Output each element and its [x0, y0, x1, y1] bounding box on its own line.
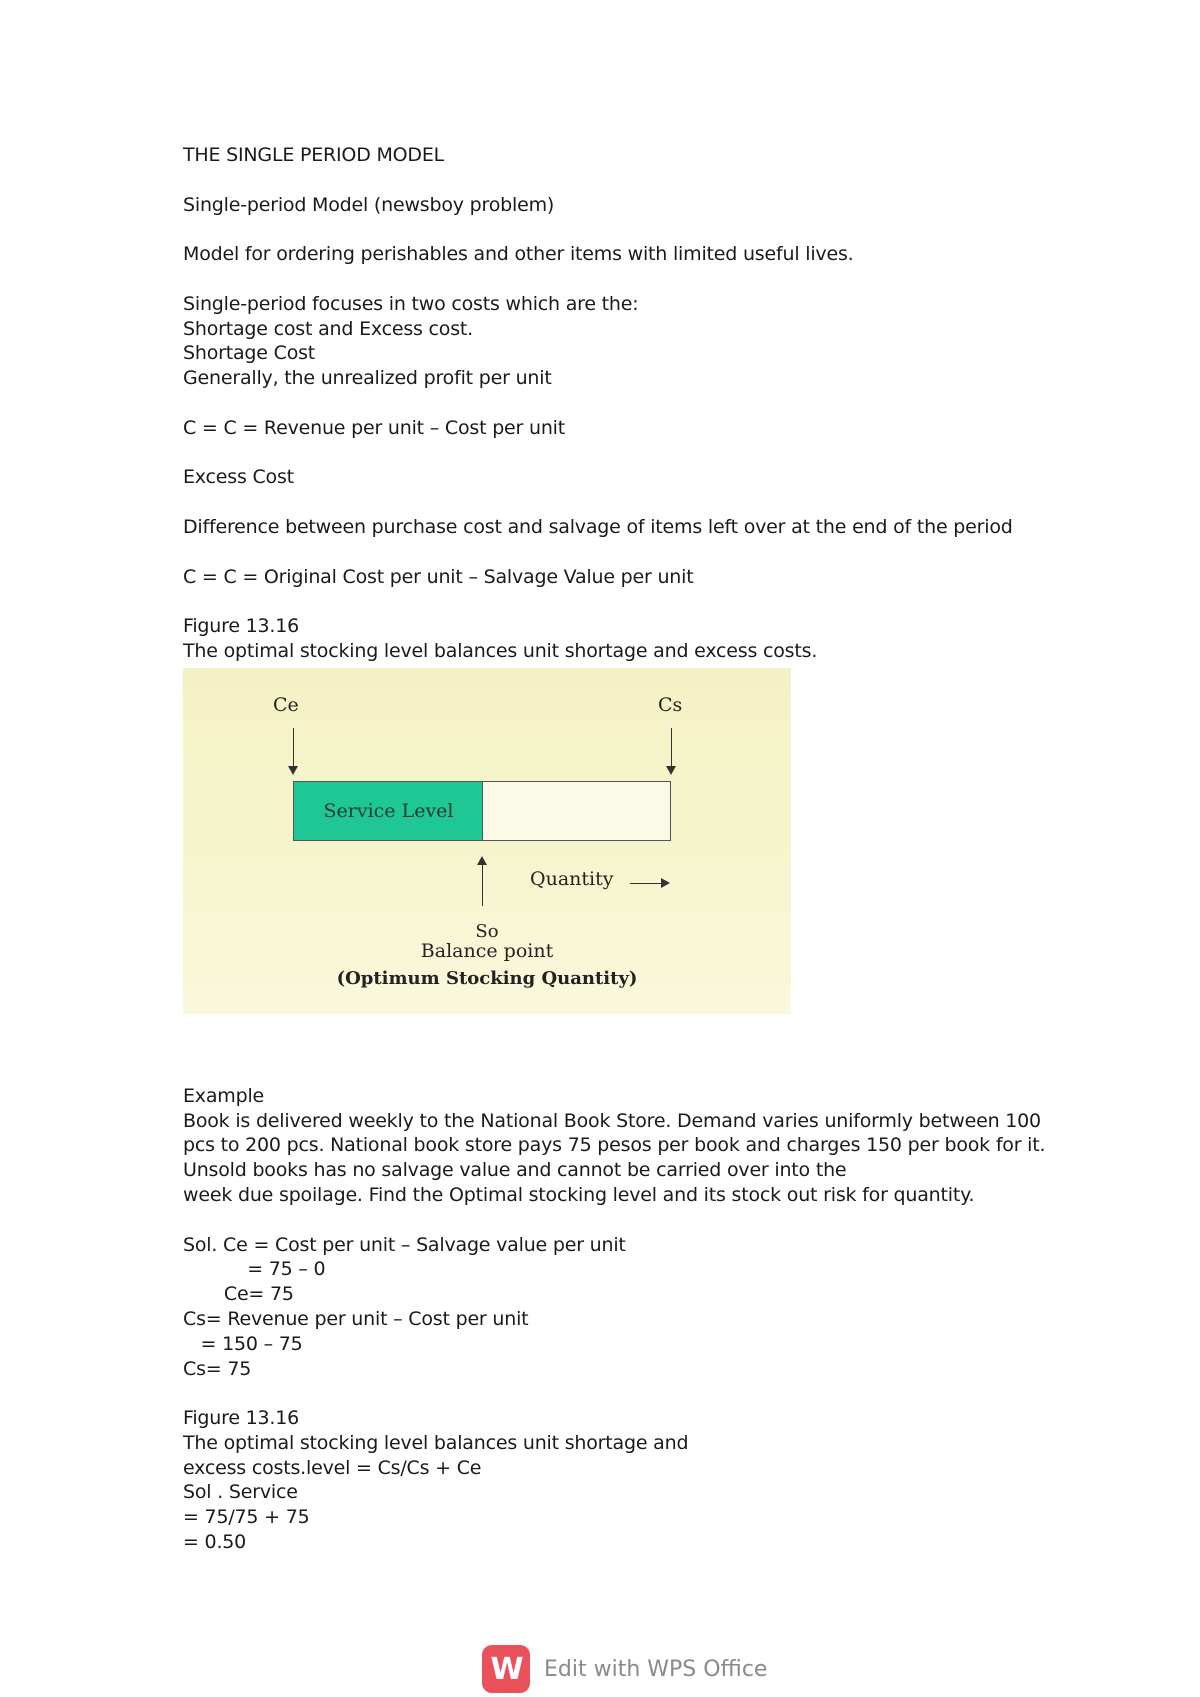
example-line-2: pcs to 200 pcs. National book store pays 75 pesos per book and charges 150 per book for it. [183, 1134, 1046, 1157]
shortage-heading: Shortage Cost [183, 342, 316, 365]
service-level-label: Service Level [323, 799, 454, 822]
excess-description: Difference between purchase cost and salvage of items left over at the end of the period [183, 515, 1013, 538]
example-line-1: Book is delivered weekly to the National Book Store. Demand varies uniformly between 100 [183, 1109, 1041, 1132]
document-title: THE SINGLE PERIOD MODEL [183, 144, 445, 166]
solution-line-5: = 150 – 75 [183, 1332, 303, 1355]
focus-line-2: Shortage cost and Excess cost. [183, 317, 474, 340]
solution-line-6: Cs= 75 [183, 1357, 252, 1380]
shortage-description: Generally, the unrealized profit per unit [183, 367, 552, 390]
balance-point-label: Balance point [420, 939, 554, 962]
wps-watermark-text: Edit with WPS Office [544, 1656, 768, 1682]
cs-down-arrow-icon [671, 728, 672, 773]
ce-down-arrow-icon [293, 728, 294, 773]
so-label: So [475, 920, 499, 942]
example-line-3: Unsold books has no salvage value and cannot be carried over into the [183, 1159, 847, 1182]
quantity-label: Quantity [530, 867, 614, 890]
document-body [183, 143, 1063, 1555]
so-wrap [183, 922, 791, 942]
wps-logo-icon: W [482, 1645, 530, 1693]
cs-label: Cs [658, 693, 683, 716]
example-heading: Example [183, 1084, 265, 1107]
final-line-2: excess costs.level = Cs/Cs + Ce [183, 1456, 482, 1479]
solution-line-3: Ce= 75 [183, 1283, 294, 1306]
focus-line-1: Single-period focuses in two costs which are the: [183, 292, 639, 315]
example-figure-label: Figure 13.16 [183, 1407, 300, 1430]
solution-line-2: = 75 – 0 [183, 1258, 326, 1281]
ce-label: Ce [273, 693, 299, 716]
so-up-arrow-icon [482, 858, 483, 906]
intro-text: Model for ordering perishables and other items with limited useful lives. [183, 243, 854, 266]
optimum-quantity-label: (Optimum Stocking Quantity) [336, 967, 638, 989]
figure-caption: The optimal stocking level balances unit shortage and excess costs. [183, 639, 818, 662]
solution-line-4: Cs= Revenue per unit – Cost per unit [183, 1307, 529, 1330]
final-line-4: = 75/75 + 75 [183, 1506, 310, 1529]
solution-line-1: Sol. Ce = Cost per unit – Salvage value per unit [183, 1233, 626, 1256]
excess-formula: C = C = Original Cost per unit – Salvage Value per unit [183, 565, 694, 588]
quantity-right-arrow-icon [630, 883, 668, 884]
final-line-1: The optimal stocking level balances unit shortage and [183, 1431, 689, 1454]
document-subtitle: Single-period Model (newsboy problem) [183, 193, 555, 216]
example-line-4: week due spoilage. Find the Optimal stocking level and its stock out risk for quantity. [183, 1183, 975, 1206]
wps-watermark[interactable] [482, 1645, 767, 1693]
service-level-bar [293, 781, 671, 841]
final-line-3: Sol . Service [183, 1481, 298, 1504]
excess-heading: Excess Cost [183, 466, 294, 489]
shortage-formula: C = C = Revenue per unit – Cost per unit [183, 416, 566, 439]
figure-label: Figure 13.16 [183, 615, 300, 638]
final-line-5: = 0.50 [183, 1531, 247, 1554]
service-level-figure [183, 668, 791, 1014]
